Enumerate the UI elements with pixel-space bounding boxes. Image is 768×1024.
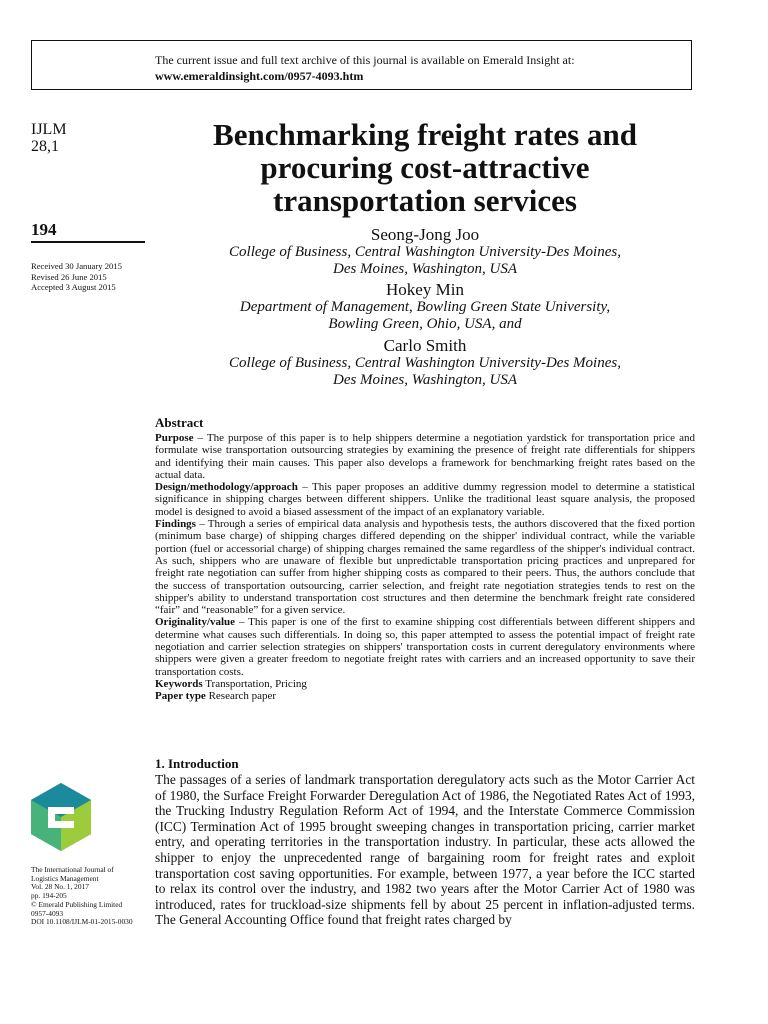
findings-label: Findings: [155, 518, 196, 531]
paper-title: [155, 118, 695, 217]
journal-info: [31, 866, 151, 927]
author-affiliation: Bowling Green, Ohio, USA, and: [328, 316, 522, 332]
author-name: Seong-Jong Joo: [370, 225, 480, 244]
received-date: Received 30 January 2015: [31, 261, 122, 271]
author-affiliation: Des Moines, Washington, USA: [332, 261, 518, 277]
author-block: [155, 225, 695, 278]
paper-type-label: Paper type: [155, 690, 206, 703]
keywords-text: Transportation, Pricing: [202, 677, 307, 690]
journal-info-line: pp. 194-205: [31, 891, 67, 901]
author-name: Hokey Min: [386, 280, 464, 299]
journal-info-line: Vol. 28 No. 1, 2017: [31, 882, 89, 892]
author-affiliation: College of Business, Central Washington University-Des Moines,: [229, 355, 621, 371]
findings-text: – Through a series of empirical data analysis and hypothesis tests, the authors discovered that the fixed portion (minimum base charge) of shipping charges differed depending on the shipper' individual contract, while the variable portion (fuel or accessorial charge) of shipping charges remained the same regardless of the shipper's individual contract. As such, shippers who are unaware of flexible but unpredictable transportation pricing practices and unprepared for freight rate negotiation can suffer from higher shipping costs as compared to their peers. Thus, the authors conclude that the success of transportation outsourcing, carrier selection, and freight rate negotiation strategies tends to rest on the shipper's ability to understand transportation cost structures and then determine the benchmark freight rate considered “fair” and “reasonable” for a given service.: [155, 518, 695, 617]
journal-info-line: The International Journal of: [31, 865, 114, 874]
author-affiliation: Des Moines, Washington, USA: [332, 372, 518, 388]
author-block: [155, 280, 695, 333]
originality-label: Originality/value: [155, 616, 236, 629]
introduction-paragraph: The passages of a series of landmark transportation deregulatory acts such as the Motor Carrier Act of 1980, the Surface Freight Forwarder Deregulation Act of 1986, the Negotiated Rates Act of 1993, the Trucking Industry Regulation Reform Act of 1994, and the Interstate Commerce Commission (ICC) Termination Act of 1995 brought sweeping changes in transportation pricing, carrier market entry, and operating territories in the transportation industry. In particular, these acts allowed the shipper to enjoy the unprecedented range of bargaining room for freight rates and exploit transportation cost saving opportunities. For example, between 1977, a year before the ICC started to relax its control over the industry, and 1982 two years after the Motor Carrier Act of 1980 was introduced, rates for truckload-size shipments fell by about 25 percent in inflation-adjusted terms. The General Accounting Office found that freight rates charged by: [155, 772, 695, 928]
paper-type-text: Research paper: [205, 690, 277, 703]
introduction-section: [155, 755, 695, 928]
title-line: procuring cost-attractive: [260, 150, 590, 185]
emerald-logo-icon: [31, 783, 91, 851]
access-notice-text: The current issue and full text archive of this journal is available on Emerald Insight at:: [155, 53, 575, 67]
design-text: – This paper proposes an additive dummy regression model to determine a statistical significance in shipping charges between different shippers. Unlike the traditional least square analysis, the proposed model is designed to avoid a biased assessment of the impact of an explanatory variable.: [155, 481, 695, 518]
journal-info-line: © Emerald Publishing Limited: [31, 899, 123, 909]
journal-info-doi[interactable]: DOI 10.1108/IJLM-01-2015-0030: [31, 917, 133, 927]
journal-info-line: Logistics Management: [31, 873, 99, 883]
author-block: [155, 336, 695, 389]
introduction-heading: 1. Introduction: [155, 756, 239, 771]
abstract-keywords: [155, 678, 695, 690]
article-dates: [31, 261, 122, 293]
author-name: Carlo Smith: [383, 336, 467, 355]
originality-text: – This paper is one of the first to examine shipping cost differentials between different shippers and determine what causes such differentials. In doing so, this paper attempted to assess the potential impact of freight rate negotiation and carrier selection strategies on shippers' transportation costs in current deregulatory environments where shippers were given a greater freedom to negotiate freight rates with carriers and an increased opportunity to save their transportation costs.: [155, 616, 695, 678]
access-notice-box: [31, 40, 692, 90]
page-number: 194: [31, 220, 57, 239]
purpose-label: Purpose: [155, 432, 194, 444]
journal-abbreviation: [31, 121, 67, 155]
journal-abbr-text: IJLM: [31, 121, 67, 138]
journal-volume: 28,1: [31, 138, 59, 155]
title-line: transportation services: [273, 183, 577, 218]
design-label: Design/methodology/approach: [155, 481, 298, 494]
abstract-purpose: [155, 432, 695, 481]
title-line: Benchmarking freight rates and: [213, 117, 637, 152]
revised-date: Revised 26 June 2015: [31, 271, 107, 282]
keywords-label: Keywords: [155, 677, 203, 690]
accepted-date: Accepted 3 August 2015: [31, 282, 116, 292]
journal-info-line: 0957-4093: [31, 908, 64, 918]
abstract-section: [155, 414, 695, 703]
abstract-heading: Abstract: [155, 415, 204, 430]
abstract-paper-type: [155, 690, 695, 702]
purpose-text: – The purpose of this paper is to help shippers determine a negotiation yardstick for transportation price and formulate wise transportation outsourcing strategies by examining the presence of freight rate differentials for shippers and identifying their main causes. This paper also develops a framework for benchmarking freight rates based on the actual data.: [155, 432, 695, 481]
author-affiliation: College of Business, Central Washington University-Des Moines,: [229, 244, 621, 260]
page-number-rule: [31, 241, 145, 243]
author-affiliation: Department of Management, Bowling Green State University,: [239, 299, 611, 315]
abstract-design: [155, 481, 695, 518]
abstract-findings: [155, 518, 695, 616]
abstract-originality: [155, 616, 695, 677]
journal-url-link[interactable]: www.emeraldinsight.com/0957-4093.htm: [155, 69, 364, 83]
